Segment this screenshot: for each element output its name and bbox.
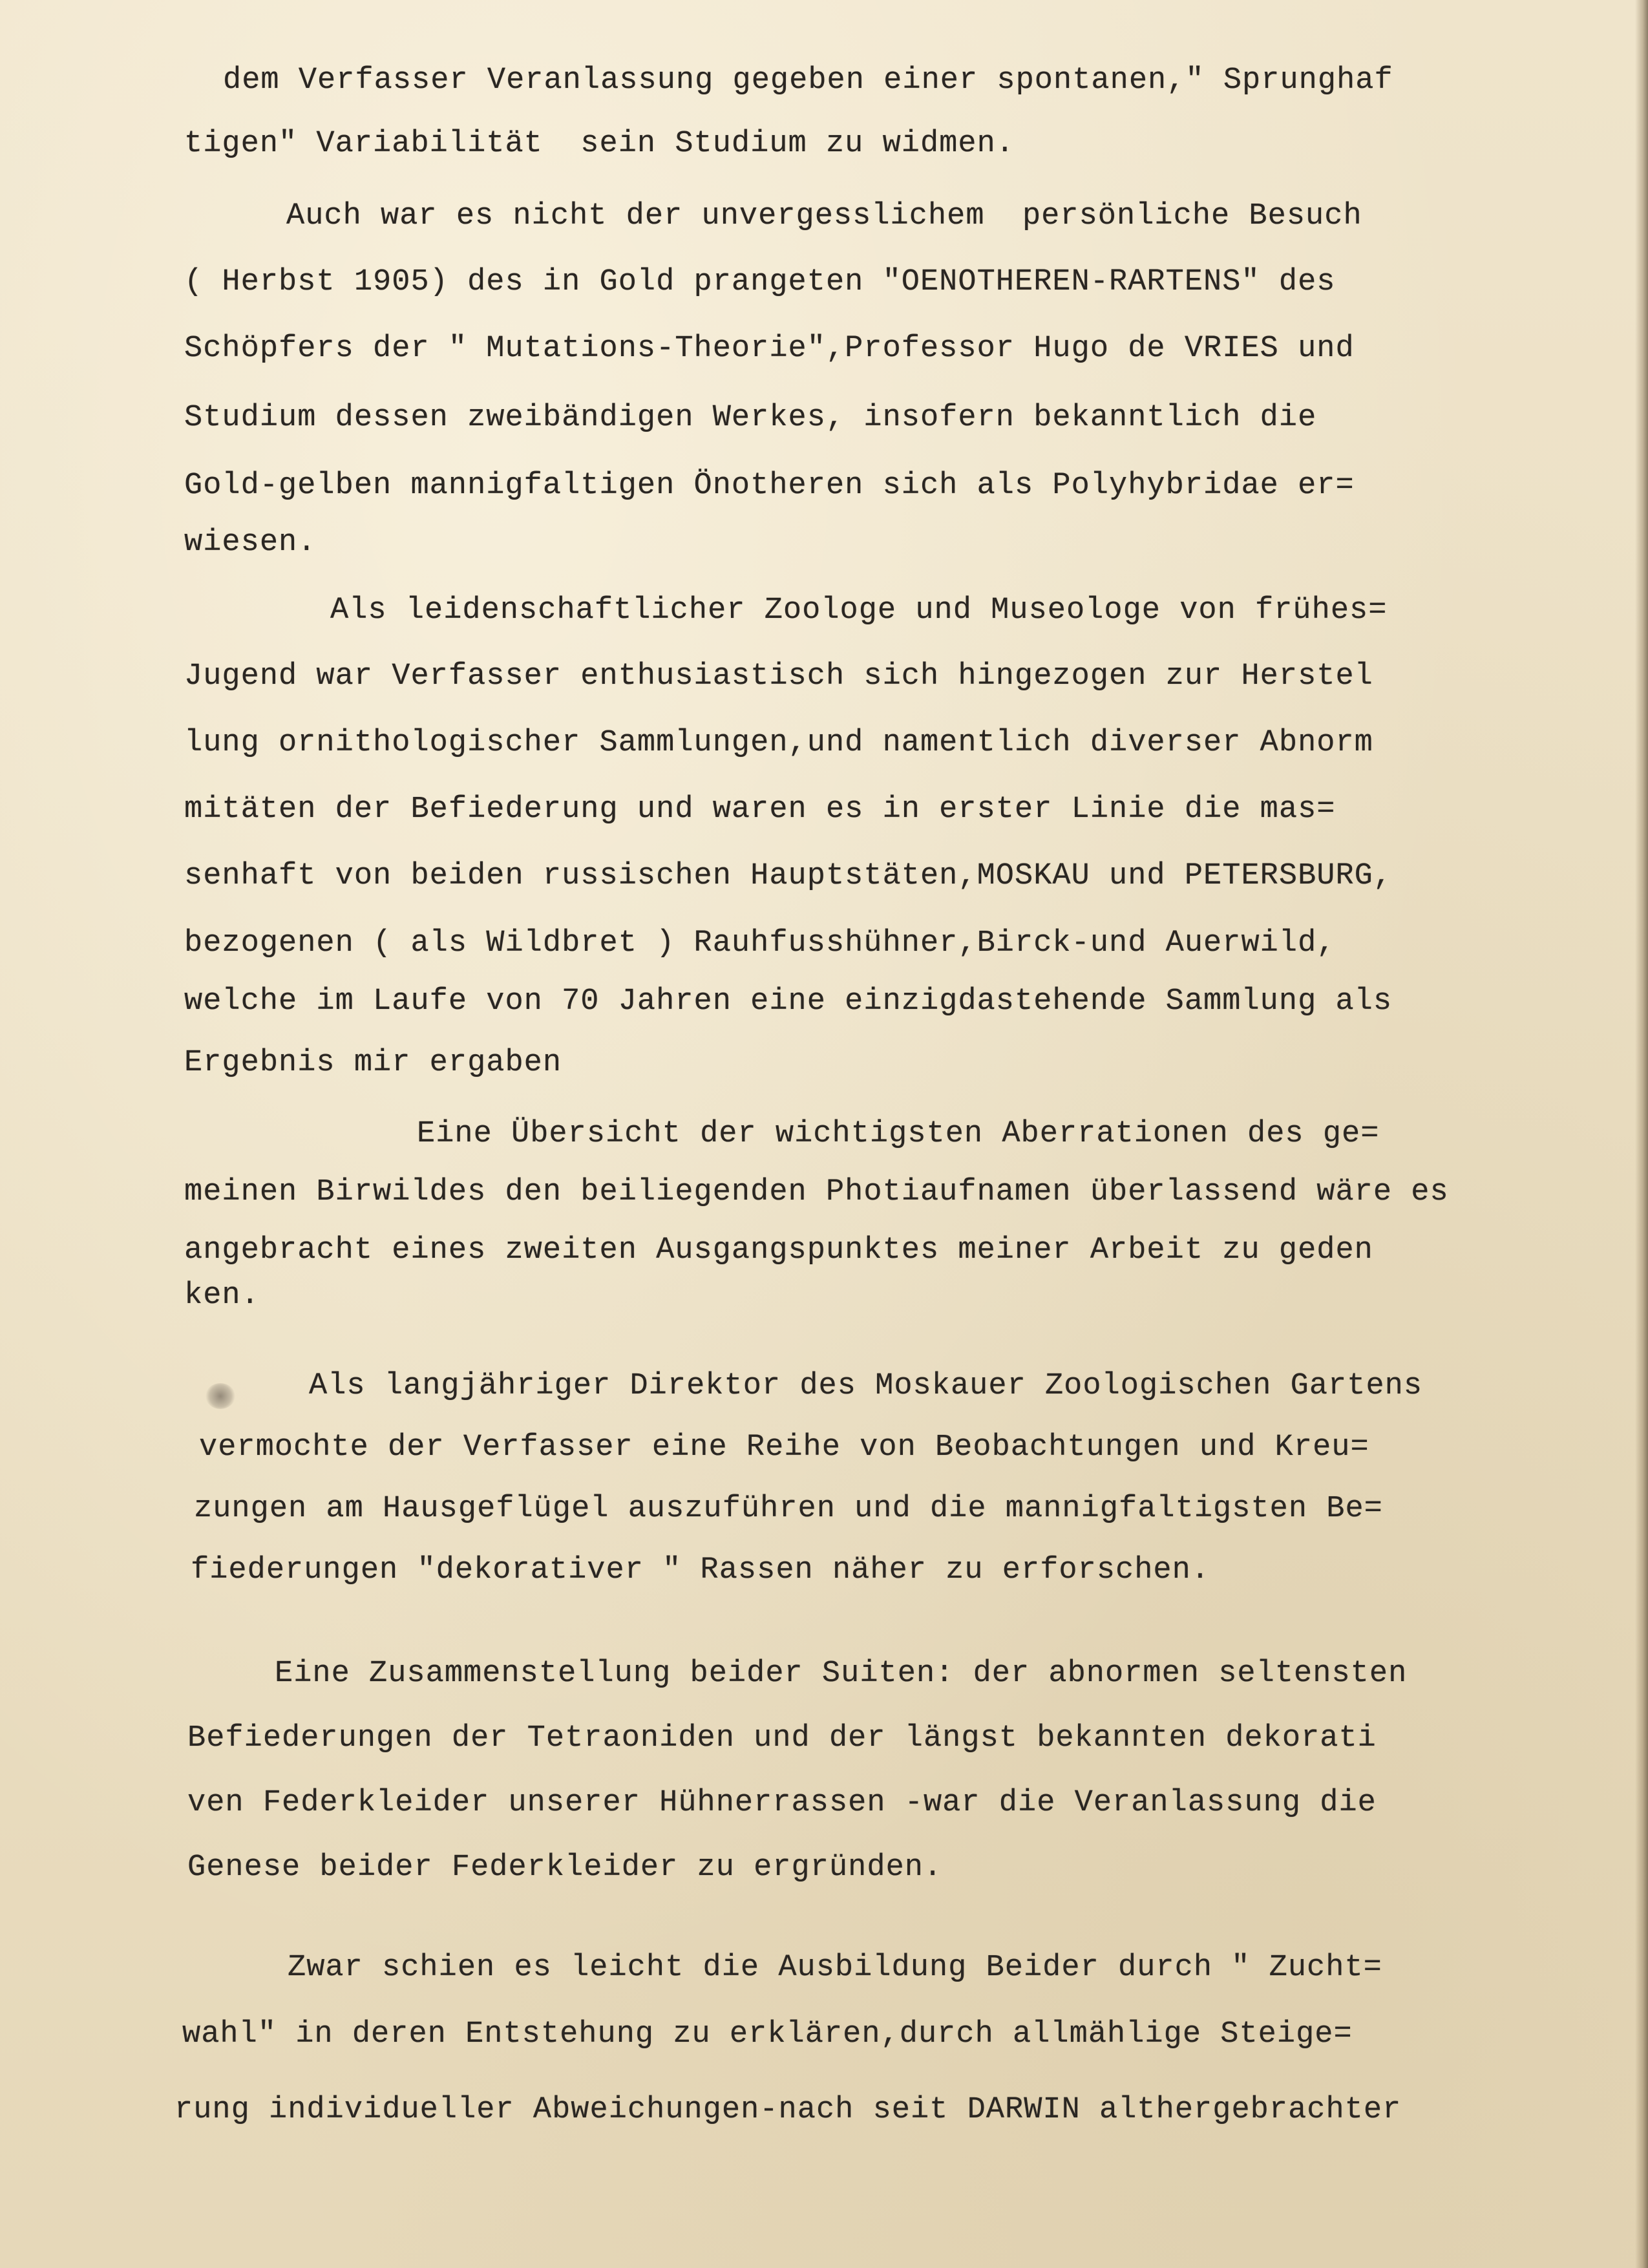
text-line: rung individueller Abweichungen-nach seit DARWIN althergebrachter <box>174 2093 1402 2127</box>
text-line: ( Herbst 1905) des in Gold prangeten "OENOTHEREN-RARTENS" des <box>184 265 1336 299</box>
text-line: Studium dessen zweibändigen Werkes, insofern bekanntlich die <box>184 401 1317 435</box>
text-line: Zwar schien es leicht die Ausbildung Beider durch " Zucht= <box>288 1951 1382 1985</box>
text-line: wiesen. <box>184 525 317 560</box>
text-line: bezogenen ( als Wildbret ) Rauhfusshühner,Birck-und Auerwild, <box>184 926 1336 960</box>
text-line: Gold-gelben mannigfaltigen Önotheren sich als Polyhybridae er= <box>184 469 1355 503</box>
text-line: Eine Zusammenstellung beider Suiten: der abnormen seltensten <box>275 1657 1408 1691</box>
text-line: meinen Birwildes den beiliegenden Photiaufnamen überlassend wäre es <box>184 1175 1449 1209</box>
text-line: Genese beider Federkleider zu ergründen. <box>187 1850 943 1885</box>
text-line: lung ornithologischer Sammlungen,und namentlich diverser Abnorm <box>184 726 1373 760</box>
text-line: Ergebnis mir ergaben <box>184 1046 562 1080</box>
text-line: Auch war es nicht der unvergesslichem persönliche Besuch <box>286 199 1362 233</box>
text-line: Als langjähriger Direktor des Moskauer Zoologischen Gartens <box>309 1369 1423 1403</box>
text-line: wahl" in deren Entstehung zu erklären,durch allmählige Steige= <box>182 2017 1353 2051</box>
text-line: mitäten der Befiederung und waren es in erster Linie die mas= <box>184 792 1336 827</box>
text-line: ken. <box>184 1278 260 1313</box>
text-line: zungen am Hausgeflügel auszuführen und die mannigfaltigsten Be= <box>194 1492 1383 1526</box>
text-line: Als leidenschaftlicher Zoologe und Museologe von frühes= <box>330 593 1388 628</box>
text-line: Schöpfers der " Mutations-Theorie",Professor Hugo de VRIES und <box>184 332 1355 366</box>
text-line: Jugend war Verfasser enthusiastisch sich hingezogen zur Herstel <box>184 659 1373 694</box>
text-line: ven Federkleider unserer Hühnerrassen -war die Veranlassung die <box>187 1786 1377 1820</box>
text-line: Eine Übersicht der wichtigsten Aberrationen des ge= <box>417 1117 1380 1151</box>
text-line: vermochte der Verfasser eine Reihe von Beobachtungen und Kreu= <box>199 1430 1369 1465</box>
text-line: tigen" Variabilität sein Studium zu widmen. <box>184 127 1015 161</box>
text-line: Befiederungen der Tetraoniden und der längst bekannten dekorati <box>187 1721 1377 1755</box>
text-line: welche im Laufe von 70 Jahren eine einzigdastehende Sammlung als <box>184 984 1393 1019</box>
text-line: senhaft von beiden russischen Hauptstäten,MOSKAU und PETERSBURG, <box>184 859 1393 893</box>
text-line: angebracht eines zweiten Ausgangspunktes meiner Arbeit zu geden <box>184 1233 1373 1267</box>
text-line: fiederungen "dekorativer " Rassen näher zu erforschen. <box>191 1553 1210 1587</box>
text-line: dem Verfasser Veranlassung gegeben einer spontanen," Sprunghaf <box>223 63 1393 98</box>
